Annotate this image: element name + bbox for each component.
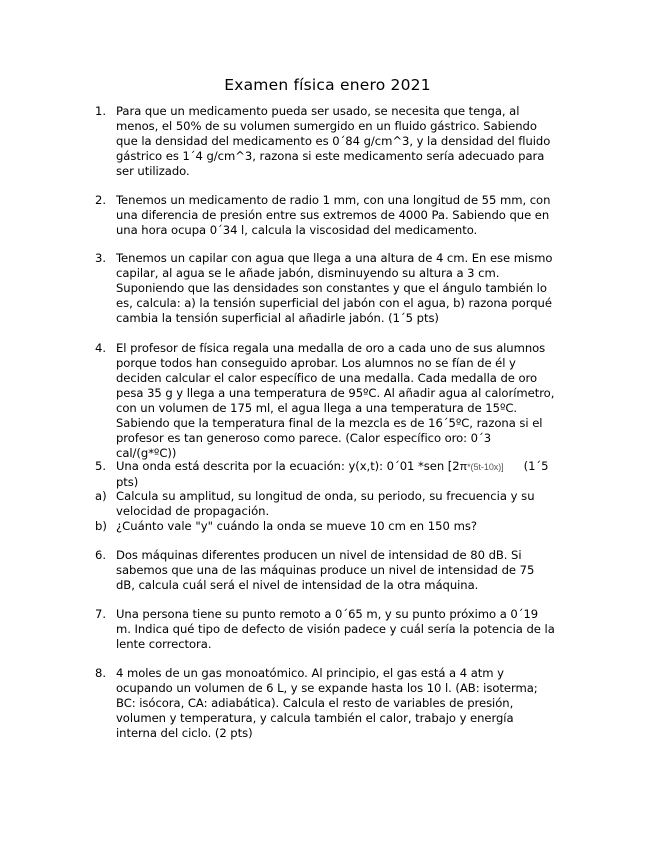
wave-equation-argument: *(5t-10x)] (467, 462, 504, 472)
question-4 (95, 341, 555, 461)
question-7 (95, 607, 555, 652)
question-6 (95, 548, 555, 593)
question-number: 4. (95, 341, 107, 355)
question-number: 1. (95, 104, 107, 118)
question-text: Tenemos un medicamento de radio 1 mm, con una longitud de 55 mm, con una diferencia de presión entre sus extremos de 4000 Pa. Sabiendo que en una hora ocupa 0´34 l, calcula la viscosidad del medicamento. (116, 193, 551, 237)
pi-symbol: π (459, 461, 468, 473)
question-text: Tenemos un capilar con agua que llega a una altura de 4 cm. En ese mismo capilar, al agua se le añade jabón, disminuyendo su altura a 3 cm. Suponiendo que las densidades son constantes y que el ángulo también lo es, calcula: a) la tensión superficial del jabón con el agua, b) razona porqué cambia la tensión superficial al añadirle jabón. (1´5 pts) (116, 251, 553, 325)
question-number: 5. (95, 459, 107, 473)
subquestion-a (95, 489, 555, 519)
question-5 (95, 459, 555, 490)
subquestion-letter: b) (95, 519, 107, 533)
question-1 (95, 104, 555, 179)
question-text: Dos máquinas diferentes producen un nivel de intensidad de 80 dB. Si sabemos que una de las máquinas produce un nivel de intensidad de 75 dB, calcula cuál será el nivel de intensidad de la otra máquina. (116, 548, 535, 592)
subquestion-letter: a) (95, 489, 107, 503)
question-text: 4 moles de un gas monoatómico. Al principio, el gas está a 4 atm y ocupando un volumen de 6 L, y se expande hasta los 10 l. (AB: isoterma; BC: isócora, CA: adiabática). Calcula el resto de variables de presión, volumen y temperatura, y calcula también el calor, trabajo y energía interna del ciclo. (2 pts) (116, 666, 538, 740)
question-text: Una persona tiene su punto remoto a 0´65 m, y su punto próximo a 0´19 m. Indica qué tipo de defecto de visión padece y cuál sería la potencia de la lente correctora. (116, 607, 555, 651)
document-title: Examen física enero 2021 (224, 76, 431, 94)
question-number: 8. (95, 666, 107, 680)
question-number: 2. (95, 193, 107, 207)
subquestion-b (95, 519, 555, 534)
subquestion-text: Calcula su amplitud, su longitud de onda, su periodo, su frecuencia y su velocidad de propagación. (116, 489, 535, 518)
question-number: 3. (95, 251, 107, 265)
question-number: 6. (95, 548, 107, 562)
question-2 (95, 193, 555, 238)
points-label: (1´5 pts) (116, 459, 549, 489)
question-text: El profesor de física regala una medalla de oro a cada uno de sus alumnos porque todos han conseguido aprobar. Los alumnos no se fían de él y deciden calcular el calor específico de una medalla. Cada medalla de oro pesa 35 g y llega a una temperatura de 95ºC. Al añadir agua al calorímetro, con un volumen de 175 ml, el agua llega a una temperatura de 15ºC. Sabiendo que la temperatura final de la mezcla es de 16´5ºC, razona si el profesor es tan generoso como parece. (Calor específico oro: 0´3 cal/(g*ºC)) (116, 341, 555, 460)
question-8 (95, 666, 555, 741)
question-number: 7. (95, 607, 107, 621)
question-3 (95, 251, 555, 326)
wave-equation-text: Una onda está descrita por la ecuación: y(x,t): 0´01 *sen [2 (116, 459, 460, 473)
subquestion-text: ¿Cuánto vale "y" cuándo la onda se mueve 10 cm en 150 ms? (116, 519, 478, 533)
question-text (116, 459, 555, 490)
question-text: Para que un medicamento pueda ser usado, se necesita que tenga, al menos, el 50% de su volumen sumergido en un fluido gástrico. Sabiendo que la densidad del medicamento es 0´84 g/cm^3, y la densidad del fluido gástrico es 1´4 g/cm^3, razona si este medicamento sería adecuado para ser utilizado. (116, 104, 551, 178)
